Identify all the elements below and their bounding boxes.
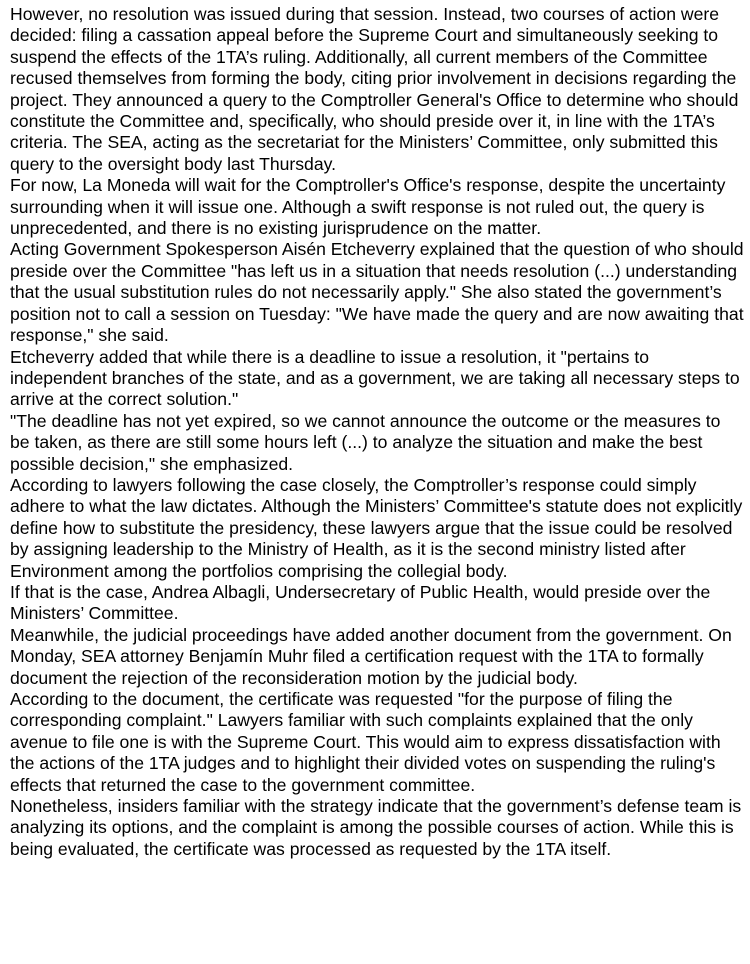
- paragraph-9: According to the document, the certificate was requested "for the purpose of filing the corresponding complaint." Lawyers familiar with such complaints explained that the only avenue to file one is with the Supreme Court. This would aim to express dissatisfaction with the actions of the 1TA judges and to highlight their divided votes on suspending the ruling's effects that returned the case to the government committee.: [10, 689, 721, 795]
- paragraph-10: Nonetheless, insiders familiar with the strategy indicate that the government’s defense team is analyzing its options, and the complaint is among the possible courses of action. While this is being evaluated, the certificate was processed as requested by the 1TA itself.: [10, 796, 742, 859]
- paragraph-3: Acting Government Spokesperson Aisén Etcheverry explained that the question of who should preside over the Committee "has left us in a situation that needs resolution (...) understanding that the usual substitution rules do not necessarily apply." She also stated the government’s position not to call a session on Tuesday: "We have made the query and are now awaiting that response," she said.: [10, 239, 744, 346]
- paragraph-7: If that is the case, Andrea Albagli, Undersecretary of Public Health, would preside over the Ministers’ Committee.: [10, 581, 711, 624]
- paragraph-5: "The deadline has not yet expired, so we cannot announce the outcome or the measures to be taken, as there are still some hours left (...) to analyze the situation and make the best possible decision," she emphasized.: [10, 410, 721, 474]
- paragraph-4: Etcheverry added that while there is a deadline to issue a resolution, it "pertains to independent branches of the state, and as a government, we are taking all necessary steps to arrive at the correct solution.": [10, 346, 740, 410]
- paragraph-2: For now, La Moneda will wait for the Comptroller's Office's response, despite the uncertainty surrounding when it will issue one. Although a swift response is not ruled out, the query is unprecedented, and there is no existing jurisprudence on the matter.: [10, 175, 726, 239]
- paragraph-8: Meanwhile, the judicial proceedings have added another document from the government. On Monday, SEA attorney Benjamín Muhr filed a certification request with the 1TA to formally document the rejection of the reconsideration motion by the judicial body.: [10, 624, 732, 688]
- paragraph-6: According to lawyers following the case closely, the Comptroller’s response could simply adhere to what the law dictates. Although the Ministers’ Committee's statute does not explicitly define how to substitute the presidency, these lawyers argue that the issue could be resolved by assigning leadership to the Ministry of Health, as it is the second ministry listed after Environment among the portfolios comprising the collegial body.: [10, 474, 743, 581]
- paragraph-1: However, no resolution was issued during that session. Instead, two courses of action were decided: filing a cassation appeal before the Supreme Court and simultaneously seeking to suspend the effects of the 1TA’s ruling. Additionally, all current members of the Committee recused themselves from forming the body, citing prior involvement in decisions regarding the project. They announced a query to the Comptroller General's Office to determine who should constitute the Committee and, specifically, who should preside over it, in line with the 1TA’s criteria. The SEA, acting as the secretariat for the Ministers’ Committee, only submitted this query to the oversight body last Thursday.: [10, 4, 739, 174]
